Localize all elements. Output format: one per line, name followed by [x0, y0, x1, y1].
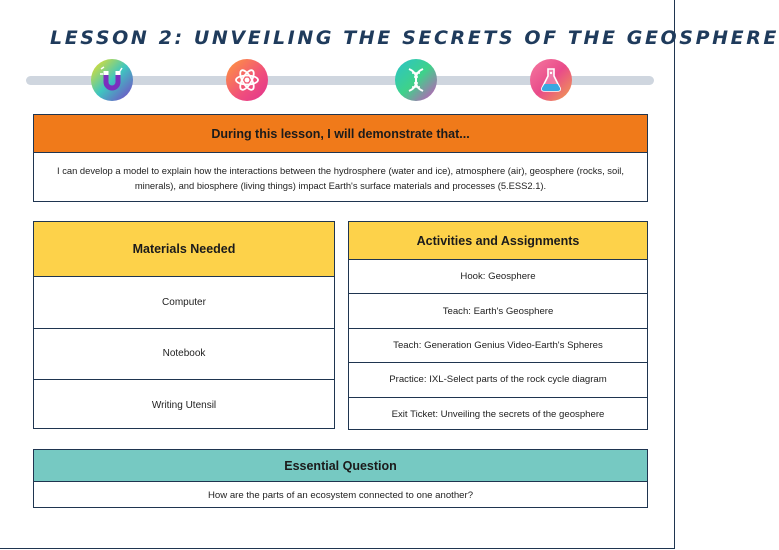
activity-item[interactable]: Teach: Generation Genius Video-Earth's Spheres — [349, 329, 647, 363]
activity-item[interactable]: Exit Ticket: Unveiling the secrets of the geosphere — [391, 408, 605, 420]
essential-question-box — [33, 449, 648, 508]
essential-question-text: How are the parts of an ecosystem connected to one another? — [207, 489, 474, 501]
materials-table — [33, 221, 335, 429]
lesson-title: LESSON 2: UNVEILING THE SECRETS OF THE GEOSPHERE — [50, 27, 779, 49]
activity-item[interactable]: Practice: IXL-Select parts of the rock cycle diagram — [349, 363, 647, 397]
activities-header: Activities and Assignments — [349, 222, 647, 260]
materials-header: Materials Needed — [34, 222, 334, 277]
learning-objective-box — [33, 114, 648, 202]
flask-icon — [530, 59, 572, 101]
materials-item: Writing Utensil — [151, 399, 217, 411]
dna-icon — [395, 59, 437, 101]
activities-table — [348, 221, 648, 430]
activity-item[interactable]: Teach: Earth's Geosphere — [349, 294, 647, 328]
materials-item: Notebook — [34, 329, 334, 381]
atom-icon — [226, 59, 268, 101]
learning-objective-header: During this lesson, I will demonstrate that... — [34, 115, 647, 153]
learning-objective-text: I can develop a model to explain how the interactions between the hydrosphere (water and ice), atmosphere (air), geosphere (rocks, soil, minerals), and biosphere (living things) impact Earth's surface materials and processes (5.ESS2.1). — [57, 164, 624, 191]
activity-item[interactable]: Hook: Geosphere — [349, 260, 647, 294]
magnet-icon — [91, 59, 133, 101]
materials-item: Computer — [34, 277, 334, 329]
essential-question-header: Essential Question — [34, 450, 647, 482]
